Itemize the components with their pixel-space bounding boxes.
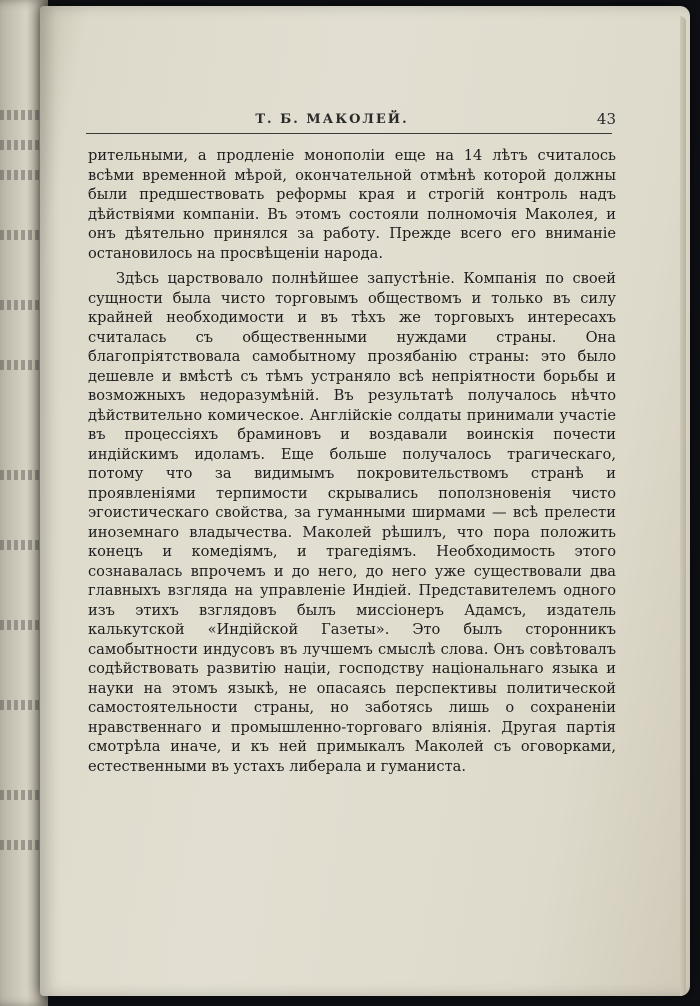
page-header	[88, 106, 616, 136]
facing-page-text-fragment	[0, 360, 42, 370]
running-head: Т. Б. МАКОЛЕЙ.	[255, 112, 409, 127]
book-page	[40, 6, 690, 996]
page-number: 43	[596, 110, 616, 128]
facing-page-text-fragment	[0, 700, 42, 710]
facing-page-text-fragment	[0, 470, 42, 480]
facing-page-text-fragment	[0, 300, 42, 310]
facing-page-text-fragment	[0, 840, 42, 850]
facing-page-text-fragment	[0, 790, 42, 800]
facing-page-text-fragment	[0, 620, 42, 630]
body-text	[88, 146, 616, 776]
page-edge	[680, 16, 686, 996]
facing-page-text-fragment	[0, 540, 42, 550]
facing-page-text-fragment	[0, 230, 42, 240]
facing-page-text-fragment	[0, 140, 42, 150]
header-rule	[86, 133, 612, 134]
facing-page-text-fragment	[0, 110, 42, 120]
paragraph: Здѣсь царствовало полнѣйшее запустѣніе. Компанія по своей сущности была чисто торговымъ обществомъ и только въ силу крайней необходимости и въ тѣхъ же торговыхъ интересахъ считалась съ общественными нуждами страны. Она благопріятствовала самобытному прозябанію страны: это было дешевле и вмѣстѣ съ тѣмъ устраняло всѣ непріятности борьбы и возможныхъ недоразумѣній. Въ результатѣ получалось нѣчто дѣйствительно комическое. Англійскіе солдаты принимали участіе въ процессіяхъ браминовъ и воздавали воинскія почести индійскимъ идоламъ. Еще больше получалось трагическаго, потому что за видимымъ покровительствомъ странѣ и проявленіями терпимости скрывались поползновенія чисто эгоистическаго свойства, за гуманными ширмами — всѣ прелести иноземнаго владычества. Маколей рѣшилъ, что пора положить конецъ и комедіямъ, и трагедіямъ. Необходимость этого сознавалась впрочемъ и до него, до него уже существовали два главныхъ взгляда на управленіе Индіей. Представителемъ одного изъ этихъ взглядовъ былъ миссіонеръ Адамсъ, издатель калькутской «Индійской Газеты». Это былъ сторонникъ самобытности индусовъ въ лучшемъ смыслѣ слова. Онъ совѣтовалъ содѣйствовать развитію націи, господству національнаго языка и науки на этомъ языкѣ, не опасаясь перспективы политической самостоятельности страны, но заботясь лишь о сохраненіи нравственнаго и промышленно-торговаго вліянія. Другая партія смотрѣла иначе, и къ ней примыкалъ Маколей съ оговорками, естественными въ устахъ либерала и гуманиста.	[88, 270, 616, 775]
facing-page-text-fragment	[0, 170, 42, 180]
paragraph: рительными, а продленіе монополіи еще на 14 лѣтъ считалось всѣми временной мѣрой, окончательной отмѣнѣ которой должны были предшествовать реформы края и строгій контроль надъ дѣйствіями компаніи. Въ этомъ состояли полномочія Маколея, и онъ дѣятельно принялся за работу. Прежде всего его вниманіе остановилось на просвѣщеніи народа.	[88, 147, 616, 262]
